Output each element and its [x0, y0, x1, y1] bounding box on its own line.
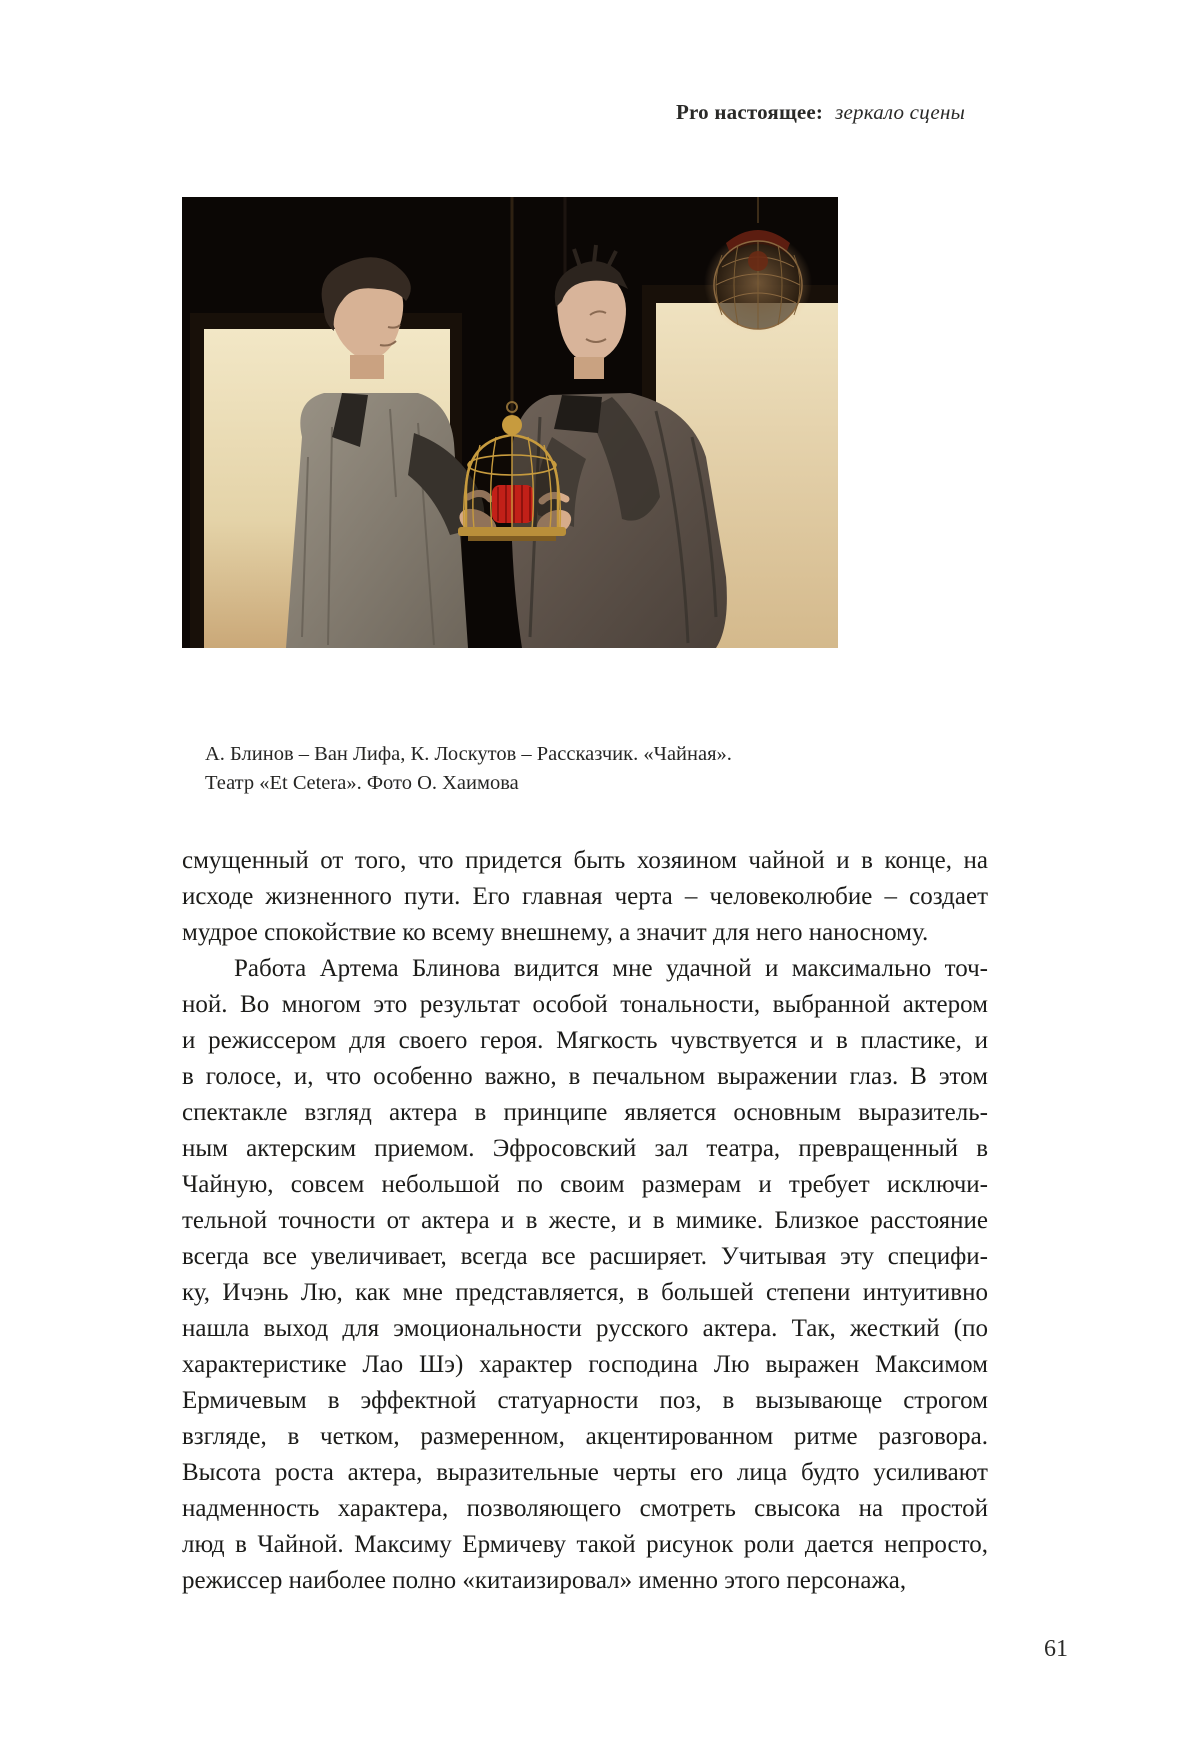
- body-line: в голосе, и, что особенно важно, в печальном выражении глаз. В этом: [182, 1063, 988, 1090]
- red-bird: [492, 485, 534, 523]
- caption-line-1: А. Блинов – Ван Лифа, К. Лоскутов – Рассказчик. «Чайная».: [205, 743, 732, 765]
- body-line: и режиссером для своего героя. Мягкость чувствуется и в пластике, и: [182, 1027, 988, 1054]
- stage-photo-illustration: [182, 197, 838, 648]
- body-line: ной. Во многом это результат особой тональности, выбранной актером: [182, 991, 988, 1018]
- body-text: [182, 843, 988, 1599]
- body-line: взгляде, в четком, размеренном, акцентированном ритме разговора.: [182, 1423, 988, 1450]
- body-line: смущенный от того, что придется быть хозяином чайной и в конце, на: [182, 847, 988, 874]
- caption-line-2: Театр «Et Cetera». Фото О. Хаимова: [205, 772, 519, 794]
- body-line: люд в Чайной. Максиму Ермичеву такой рисунок роли дается непросто,: [182, 1531, 988, 1558]
- page-number: 61: [1044, 1636, 1068, 1662]
- running-header: [182, 100, 965, 125]
- body-line: характеристике Лао Шэ) характер господина Лю выражен Максимом: [182, 1351, 988, 1378]
- body-line: Ермичевым в эффектной статуарности поз, в вызывающе строгом: [182, 1387, 988, 1414]
- body-line: спектакле взгляд актера в принципе является основным выразитель-: [182, 1099, 988, 1126]
- stage-photo: [182, 197, 838, 648]
- body-line: Работа Артема Блинова видится мне удачной и максимально точ-: [234, 955, 988, 982]
- body-line: режиссер наиболее полно «китаизировал» именно этого персонажа,: [182, 1567, 907, 1594]
- body-line: Чайную, совсем небольшой по своим размерам и требует исключи-: [182, 1171, 988, 1198]
- body-line: тельной точности от актера и в жесте, и в мимике. Близкое расстояние: [182, 1207, 988, 1234]
- body-line: исходе жизненного пути. Его главная черта – человеколюбие – создает: [182, 883, 988, 910]
- body-line: ку, Ичэнь Лю, как мне представляется, в большей степени интуитивно: [182, 1279, 988, 1306]
- body-line: мудрое спокойствие ко всему внешнему, а значит для него наносному.: [182, 919, 929, 946]
- running-header-subtitle: зеркало сцены: [835, 100, 965, 124]
- body-line: нашла выход для эмоциональности русского актера. Так, жесткий (по: [182, 1315, 988, 1342]
- body-line: ным актерским приемом. Эфросовский зал театра, превращенный в: [182, 1135, 988, 1162]
- photo-caption: [205, 740, 845, 798]
- body-line: надменность характера, позволяющего смотреть свысока на простой: [182, 1495, 988, 1522]
- running-header-section: Pro настоящее:: [676, 100, 824, 124]
- body-line: Высота роста актера, выразительные черты его лица будто усиливают: [182, 1459, 988, 1486]
- body-line: всегда все увеличивает, всегда все расширяет. Учитывая эту специфи-: [182, 1243, 988, 1270]
